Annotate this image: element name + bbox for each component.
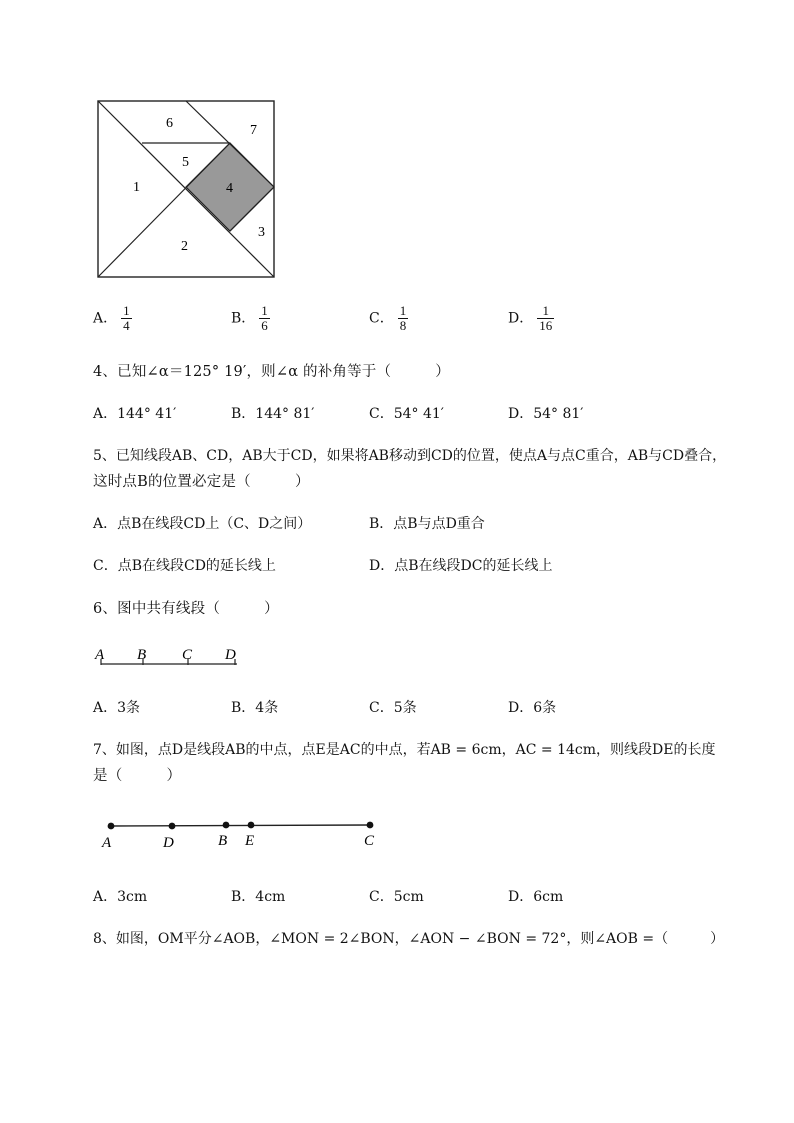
point-label-c: C [182,647,193,663]
q6-segment-figure [92,642,244,672]
fraction: $\frac{1}{6}$ [261,303,268,333]
q5-question-line1: 5、已知线段AB、CD，AB大于CD，如果将AB移动到CD的位置，使点A与点C重合，AB与CD叠合， [93,448,727,464]
q6-option-b[interactable]: B．4条 [231,700,279,716]
tangram-label-3: 3 [258,225,265,240]
point-label-d: D [225,647,236,663]
q5-question-line2: 这时点B的位置必定是（ ） [93,474,310,490]
fraction: $\frac{1}{8}$ [399,303,407,333]
q4-question: 4、已知∠α＝125° 19′，则∠α 的补角等于（ ） [93,364,450,380]
fraction: $\frac{1}{4}$ [123,303,130,333]
tangram-label-5: 5 [182,155,189,170]
q7-option-c[interactable]: C．5cm [369,889,424,905]
tangram-figure [95,98,279,282]
q6-option-a[interactable]: A．3条 [93,700,141,716]
tangram-label-1: 1 [133,180,140,195]
q7-option-d[interactable]: D．6cm [508,889,564,905]
q6-option-c[interactable]: C．5条 [369,700,417,716]
point-label-c: C [364,833,375,849]
q4-option-b[interactable]: B．144° 81′ [231,406,315,422]
q7-option-b[interactable]: B．4cm [231,889,286,905]
q7-question-line2: 是（ ） [93,768,182,784]
q6-question: 6、图中共有线段（ ） [93,601,279,617]
point-label-e: E [245,833,255,849]
point-label-a: A [95,647,105,663]
q3-option-b[interactable]: B． $\frac{1}{6}$ [231,303,268,333]
point-label-a: A [102,835,112,851]
q3-option-c[interactable]: C． $\frac{1}{8}$ [369,303,407,333]
q5-option-a[interactable]: A．点B在线段CD上（C、D之间） [93,516,312,532]
point-label-d: D [163,835,174,851]
point-label-b: B [218,833,228,849]
q7-segment-figure [100,816,386,856]
point-label-b: B [137,647,147,663]
q7-question-line1: 7、如图，点D是线段AB的中点，点E是AC的中点，若AB = 6cm，AC = 14cm，则线段DE的长度 [93,742,716,758]
q5-option-d[interactable]: D．点B在线段DC的延长线上 [369,558,553,574]
q3-option-d[interactable]: D． $\frac{1}{16}$ [508,303,553,333]
q5-option-c[interactable]: C．点B在线段CD的延长线上 [93,558,276,574]
q6-option-d[interactable]: D．6条 [508,700,557,716]
q8-question: 8、如图，OM平分∠AOB，∠MON = 2∠BON，∠AON − ∠BON = 72°，则∠AOB =（ ） [93,931,725,947]
q5-option-b[interactable]: B．点B与点D重合 [369,516,485,532]
tangram-label-2: 2 [181,239,188,254]
q7-option-a[interactable]: A．3cm [93,889,148,905]
q3-option-a[interactable]: A． $\frac{1}{4}$ [93,303,130,333]
q4-option-c[interactable]: C．54° 41′ [369,406,444,422]
fraction: $\frac{1}{16}$ [539,303,553,333]
q4-option-a[interactable]: A．144° 41′ [93,406,177,422]
tangram-label-6: 6 [166,116,173,131]
q4-option-d[interactable]: D．54° 81′ [508,406,584,422]
tangram-label-4: 4 [226,181,233,196]
tangram-label-7: 7 [250,123,257,138]
